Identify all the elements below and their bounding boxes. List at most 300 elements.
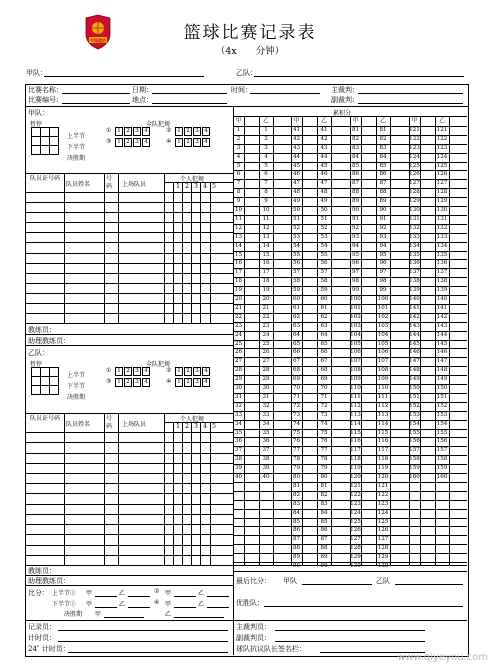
score-b-cell[interactable]: 60	[320, 296, 328, 302]
score-a-cell[interactable]: 141	[409, 304, 420, 311]
table-row[interactable]	[25, 442, 233, 443]
table-row[interactable]	[25, 283, 233, 284]
shot-clock-line[interactable]	[68, 652, 228, 653]
score-b-cell[interactable]: 56	[320, 260, 328, 267]
score-b-cell[interactable]: 124	[377, 509, 389, 516]
venue-line[interactable]	[152, 103, 227, 104]
chief-referee-line[interactable]	[275, 630, 425, 631]
score-a-cell[interactable]: 145	[409, 340, 420, 347]
score-b-cell[interactable]: 127	[436, 180, 448, 187]
score-a-cell[interactable]: 3	[236, 144, 241, 151]
score-b-cell[interactable]: 8	[264, 189, 268, 196]
score-b-cell[interactable]: 126	[436, 171, 448, 178]
score-b-cell[interactable]: 142	[436, 313, 448, 320]
score-a-cell[interactable]: 22	[234, 313, 243, 320]
table-row[interactable]	[25, 263, 233, 264]
score-b-cell[interactable]: 76	[320, 438, 328, 445]
score-a-cell[interactable]: 2	[236, 135, 241, 142]
score-a-cell[interactable]: 142	[409, 313, 420, 320]
score-a-cell[interactable]: 38	[234, 456, 243, 463]
score-a-line[interactable]	[174, 596, 196, 597]
score-b-cell[interactable]: 91	[379, 215, 387, 222]
score-a-cell[interactable]: 78	[292, 456, 301, 463]
score-a-cell[interactable]: 115	[350, 429, 361, 436]
score-a-cell[interactable]: 114	[350, 420, 361, 427]
score-a-cell[interactable]: 130	[409, 207, 420, 213]
score-a-cell[interactable]: 157	[409, 447, 420, 454]
table-row[interactable]	[25, 555, 233, 556]
score-b-cell[interactable]: 128	[377, 545, 389, 552]
score-b-cell[interactable]: 94	[379, 242, 387, 249]
score-a-cell[interactable]: 80	[292, 474, 301, 480]
score-b-cell[interactable]: 49	[320, 198, 328, 205]
score-b-cell[interactable]: 106	[377, 349, 389, 356]
score-a-cell[interactable]: 33	[234, 411, 243, 418]
team-b-line[interactable]	[254, 76, 464, 77]
score-b-cell[interactable]: 79	[320, 465, 328, 472]
score-b-cell[interactable]: 157	[436, 447, 448, 454]
score-a-cell[interactable]: 81	[351, 126, 360, 133]
score-a-cell[interactable]: 108	[350, 367, 361, 374]
score-a-cell[interactable]: 4	[236, 153, 241, 160]
score-b-cell[interactable]: 132	[436, 224, 448, 231]
score-a-cell[interactable]: 65	[292, 340, 301, 347]
score-a-cell[interactable]: 118	[350, 456, 361, 463]
score-b-cell[interactable]: 129	[377, 554, 389, 561]
score-a-cell[interactable]: 117	[350, 447, 361, 454]
score-a-cell[interactable]: 14	[234, 242, 243, 249]
team-foul-box[interactable]: 2	[124, 138, 132, 147]
score-a-cell[interactable]: 29	[234, 376, 243, 383]
score-a-cell[interactable]: 55	[292, 251, 301, 258]
score-b-cell[interactable]: 129	[436, 198, 448, 205]
score-a-cell[interactable]: 127	[409, 180, 420, 187]
score-b-cell[interactable]: 41	[320, 126, 328, 133]
score-b-cell[interactable]: 1	[264, 126, 268, 133]
score-b-cell[interactable]: 114	[377, 420, 389, 427]
table-row[interactable]	[25, 534, 233, 535]
score-a-cell[interactable]: 54	[292, 242, 301, 249]
score-a-cell[interactable]: 5	[236, 162, 241, 169]
final-b-line[interactable]	[395, 584, 463, 585]
score-a-cell[interactable]: 112	[350, 402, 361, 409]
score-b-cell[interactable]: 9	[264, 198, 268, 205]
score-b-cell[interactable]: 123	[377, 500, 389, 507]
score-a-cell[interactable]: 97	[351, 269, 360, 276]
score-a-cell[interactable]: 94	[351, 242, 360, 249]
score-a-cell[interactable]: 149	[409, 376, 420, 383]
score-a-cell[interactable]: 111	[350, 393, 361, 400]
score-b-cell[interactable]: 126	[377, 527, 389, 534]
score-a-cell[interactable]: 26	[234, 349, 243, 356]
score-a-cell[interactable]: 39	[234, 465, 243, 472]
score-a-cell[interactable]: 144	[409, 331, 420, 338]
score-b-cell[interactable]: 108	[377, 367, 389, 374]
score-a-cell[interactable]: 51	[292, 215, 301, 222]
score-b-cell[interactable]: 141	[436, 304, 448, 311]
score-a-cell[interactable]: 34	[234, 420, 243, 427]
score-a-cell[interactable]: 9	[236, 198, 241, 205]
score-b-cell[interactable]: 112	[377, 402, 389, 409]
score-b-cell[interactable]: 89	[379, 198, 387, 205]
score-a-cell[interactable]: 23	[234, 322, 243, 329]
score-a-cell[interactable]: 124	[409, 153, 420, 160]
score-b-cell[interactable]: 37	[262, 447, 270, 454]
score-b-cell[interactable]: 28	[262, 367, 270, 374]
score-a-cell[interactable]: 86	[292, 527, 301, 534]
score-a-cell[interactable]: 36	[234, 438, 243, 445]
score-a-cell[interactable]: 155	[409, 429, 420, 436]
score-b-cell[interactable]: 110	[377, 385, 389, 391]
score-b-cell[interactable]: 88	[379, 189, 387, 196]
score-b-cell[interactable]: 16	[262, 260, 270, 267]
score-b-cell[interactable]: 86	[379, 171, 387, 178]
score-b-line[interactable]	[128, 596, 150, 597]
team-foul-box[interactable]: 1	[115, 367, 123, 376]
score-b-cell[interactable]: 30	[262, 385, 270, 391]
score-b-cell[interactable]: 150	[436, 385, 448, 391]
score-a-cell[interactable]: 83	[292, 500, 301, 507]
score-a-cell[interactable]: 79	[292, 465, 301, 472]
team-a-coach-line[interactable]	[25, 334, 233, 335]
score-a-cell[interactable]: 17	[234, 269, 243, 276]
score-b-cell[interactable]: 5	[264, 162, 268, 169]
score-a-cell[interactable]: 27	[234, 358, 243, 365]
score-b-cell[interactable]: 136	[436, 260, 448, 267]
score-a-cell[interactable]: 156	[409, 438, 420, 445]
score-b-cell[interactable]: 26	[262, 349, 270, 356]
score-b-cell[interactable]: 52	[320, 224, 328, 231]
score-b-cell[interactable]: 93	[379, 233, 387, 240]
score-a-cell[interactable]: 123	[350, 500, 361, 507]
table-row[interactable]	[25, 453, 233, 454]
score-a-cell[interactable]: 60	[292, 296, 301, 302]
team-foul-box[interactable]: 4	[142, 138, 150, 147]
table-row[interactable]	[25, 303, 233, 304]
score-a-cell[interactable]: 130	[350, 563, 361, 569]
score-a-cell[interactable]: 82	[351, 135, 360, 142]
score-b-cell[interactable]: 125	[436, 162, 448, 169]
score-b-cell[interactable]: 95	[379, 251, 387, 258]
team-foul-box[interactable]: 2	[184, 138, 192, 147]
score-b-cell[interactable]: 156	[436, 438, 448, 445]
score-b-cell[interactable]: 18	[262, 278, 270, 285]
score-b-cell[interactable]: 77	[320, 447, 328, 454]
score-b-cell[interactable]: 128	[436, 189, 448, 196]
score-a-cell[interactable]: 49	[292, 198, 301, 205]
score-b-cell[interactable]: 131	[436, 215, 448, 222]
score-a-cell[interactable]: 85	[292, 518, 301, 525]
team-foul-box[interactable]: 4	[202, 127, 210, 136]
score-a-cell[interactable]: 132	[409, 224, 420, 231]
team-foul-box[interactable]: 4	[202, 138, 210, 147]
score-b-cell[interactable]: 4	[264, 153, 268, 160]
score-b-cell[interactable]: 103	[377, 322, 389, 329]
score-b-cell[interactable]: 117	[377, 447, 389, 454]
score-b-cell[interactable]: 50	[320, 207, 328, 213]
team-foul-box[interactable]: 1	[175, 138, 183, 147]
score-a-line[interactable]	[95, 596, 117, 597]
score-a-cell[interactable]: 110	[350, 385, 361, 391]
score-a-cell[interactable]: 76	[292, 438, 301, 445]
score-a-cell[interactable]: 122	[409, 135, 420, 142]
score-a-cell[interactable]: 63	[292, 322, 301, 329]
score-a-cell[interactable]: 41	[292, 126, 301, 133]
score-b-cell[interactable]: 12	[262, 224, 270, 231]
score-b-cell[interactable]: 147	[436, 358, 448, 365]
score-a-cell[interactable]: 44	[292, 153, 301, 160]
score-a-cell[interactable]: 127	[350, 536, 361, 543]
score-a-cell[interactable]: 109	[350, 376, 361, 383]
score-b-cell[interactable]: 105	[377, 340, 389, 347]
score-b-cell[interactable]: 13	[262, 233, 270, 240]
score-b-line[interactable]	[207, 607, 229, 608]
score-b-cell[interactable]: 83	[320, 500, 328, 507]
score-b-cell[interactable]: 14	[262, 242, 270, 249]
team-foul-box[interactable]: 1	[115, 138, 123, 147]
bottom-coach-line[interactable]	[25, 575, 233, 576]
table-row[interactable]	[25, 504, 233, 505]
score-b-cell[interactable]: 69	[320, 376, 328, 383]
team-foul-box[interactable]: 2	[184, 367, 192, 376]
umpire-line[interactable]	[358, 103, 463, 104]
score-a-cell[interactable]: 11	[234, 215, 243, 222]
score-a-cell[interactable]: 131	[409, 215, 420, 222]
score-b-cell[interactable]: 2	[264, 135, 268, 142]
score-a-cell[interactable]: 18	[234, 278, 243, 285]
table-row[interactable]	[25, 222, 233, 223]
score-a-cell[interactable]: 7	[236, 180, 241, 187]
score-a-cell[interactable]: 138	[409, 278, 420, 285]
team-foul-box[interactable]: 1	[115, 127, 123, 136]
team-foul-box[interactable]: 3	[193, 367, 201, 376]
score-a-cell[interactable]: 96	[351, 260, 360, 267]
score-b-cell[interactable]: 160	[436, 474, 448, 480]
date-line[interactable]	[152, 93, 227, 94]
score-b-cell[interactable]: 10	[262, 207, 270, 213]
score-a-cell[interactable]: 99	[351, 287, 360, 294]
score-a-cell[interactable]: 129	[350, 554, 361, 561]
score-a-cell[interactable]: 61	[292, 304, 301, 311]
score-b-line[interactable]	[174, 617, 224, 618]
score-b-cell[interactable]: 54	[320, 242, 328, 249]
score-b-cell[interactable]: 62	[320, 313, 328, 320]
score-b-cell[interactable]: 66	[320, 349, 328, 356]
score-a-cell[interactable]: 93	[351, 233, 360, 240]
time-line[interactable]	[250, 93, 320, 94]
score-b-cell[interactable]: 34	[262, 420, 270, 427]
score-b-cell[interactable]: 99	[379, 287, 387, 294]
score-b-cell[interactable]: 92	[379, 224, 387, 231]
final-a-line[interactable]	[302, 584, 372, 585]
score-b-cell[interactable]: 32	[262, 402, 270, 409]
score-b-cell[interactable]: 90	[379, 207, 387, 213]
score-a-cell[interactable]: 77	[292, 447, 301, 454]
score-a-cell[interactable]: 116	[350, 438, 361, 445]
table-row[interactable]	[25, 242, 233, 243]
bottom-asst-line[interactable]	[25, 585, 233, 586]
score-a-cell[interactable]: 64	[292, 331, 301, 338]
score-b-cell[interactable]: 71	[320, 393, 328, 400]
score-b-cell[interactable]: 40	[262, 474, 270, 480]
score-b-cell[interactable]: 75	[320, 429, 328, 436]
score-b-cell[interactable]: 57	[320, 269, 328, 276]
score-a-cell[interactable]: 106	[350, 349, 361, 356]
score-b-cell[interactable]: 100	[377, 296, 389, 302]
score-a-cell[interactable]: 43	[292, 144, 301, 151]
score-b-cell[interactable]: 46	[320, 171, 328, 178]
score-a-cell[interactable]: 20	[234, 296, 243, 302]
score-a-cell[interactable]: 40	[234, 474, 243, 480]
score-a-cell[interactable]: 56	[292, 260, 301, 267]
score-a-cell[interactable]: 35	[234, 429, 243, 436]
score-b-cell[interactable]: 72	[320, 402, 328, 409]
score-b-cell[interactable]: 116	[377, 438, 389, 445]
score-a-cell[interactable]: 107	[350, 358, 361, 365]
team-foul-box[interactable]: 3	[193, 127, 201, 136]
score-b-cell[interactable]: 159	[436, 465, 448, 472]
table-row[interactable]	[25, 514, 233, 515]
table-row[interactable]	[25, 463, 233, 464]
score-a-cell[interactable]: 81	[292, 482, 301, 489]
score-a-cell[interactable]: 31	[234, 393, 243, 400]
team-foul-box[interactable]: 4	[142, 378, 150, 387]
team-foul-box[interactable]: 2	[124, 127, 132, 136]
score-b-cell[interactable]: 137	[436, 269, 448, 276]
score-b-cell[interactable]: 31	[262, 393, 270, 400]
score-b-cell[interactable]: 85	[379, 162, 387, 169]
match-no-line[interactable]	[62, 103, 130, 104]
team-foul-box[interactable]: 3	[133, 127, 141, 136]
score-a-cell[interactable]: 122	[350, 491, 361, 498]
score-b-cell[interactable]: 89	[320, 554, 328, 561]
score-a-cell[interactable]: 62	[292, 313, 301, 320]
score-b-cell[interactable]: 42	[320, 135, 328, 142]
score-a-cell[interactable]: 137	[409, 269, 420, 276]
score-a-cell[interactable]: 153	[409, 411, 420, 418]
score-b-cell[interactable]: 48	[320, 189, 328, 196]
team-foul-box[interactable]: 4	[202, 367, 210, 376]
score-b-cell[interactable]: 98	[379, 278, 387, 285]
team-foul-box[interactable]: 3	[193, 138, 201, 147]
timeout-box[interactable]	[49, 145, 59, 155]
score-b-cell[interactable]: 64	[320, 331, 328, 338]
score-a-cell[interactable]: 28	[234, 367, 243, 374]
referee-line[interactable]	[358, 93, 463, 94]
score-b-cell[interactable]: 153	[436, 411, 448, 418]
score-b-cell[interactable]: 144	[436, 331, 448, 338]
team-foul-box[interactable]: 3	[133, 367, 141, 376]
umpire-sign-line[interactable]	[275, 641, 425, 642]
score-a-cell[interactable]: 66	[292, 349, 301, 356]
score-a-cell[interactable]: 150	[409, 385, 420, 391]
team-a-line[interactable]	[44, 76, 204, 77]
score-a-cell[interactable]: 128	[350, 545, 361, 552]
team-foul-box[interactable]: 3	[193, 378, 201, 387]
score-b-cell[interactable]: 135	[436, 251, 448, 258]
score-a-cell[interactable]: 133	[409, 233, 420, 240]
team-foul-box[interactable]: 3	[133, 138, 141, 147]
scorer-line[interactable]	[58, 630, 228, 631]
score-a-cell[interactable]: 100	[350, 296, 361, 302]
score-b-cell[interactable]: 109	[377, 376, 389, 383]
score-a-cell[interactable]: 70	[292, 385, 301, 391]
score-a-cell[interactable]: 126	[409, 171, 420, 178]
score-b-line[interactable]	[128, 607, 150, 608]
score-a-cell[interactable]: 57	[292, 269, 301, 276]
score-a-cell[interactable]: 121	[409, 126, 420, 133]
score-a-cell[interactable]: 102	[350, 313, 361, 320]
score-a-cell[interactable]: 160	[409, 474, 420, 480]
score-a-cell[interactable]: 59	[292, 287, 301, 294]
score-b-cell[interactable]: 87	[320, 536, 328, 543]
score-a-cell[interactable]: 124	[350, 509, 361, 516]
match-name-line[interactable]	[62, 93, 130, 94]
score-b-cell[interactable]: 138	[436, 278, 448, 285]
score-a-line[interactable]	[95, 607, 117, 608]
score-a-cell[interactable]: 10	[234, 207, 243, 213]
score-b-cell[interactable]: 81	[379, 126, 387, 133]
score-b-cell[interactable]: 88	[320, 545, 328, 552]
score-b-cell[interactable]: 96	[379, 260, 387, 267]
score-b-cell[interactable]: 125	[377, 518, 389, 525]
score-b-cell[interactable]: 87	[379, 180, 387, 187]
score-a-cell[interactable]: 87	[351, 180, 360, 187]
score-a-cell[interactable]: 42	[292, 135, 301, 142]
score-a-cell[interactable]: 151	[409, 393, 420, 400]
score-b-cell[interactable]: 6	[264, 171, 268, 178]
score-b-cell[interactable]: 134	[436, 242, 448, 249]
score-a-cell[interactable]: 135	[409, 251, 420, 258]
score-b-cell[interactable]: 84	[379, 153, 387, 160]
score-a-cell[interactable]: 47	[292, 180, 301, 187]
score-b-cell[interactable]: 145	[436, 340, 448, 347]
score-b-cell[interactable]: 36	[262, 438, 270, 445]
team-foul-box[interactable]: 4	[202, 378, 210, 387]
table-row[interactable]	[25, 202, 233, 203]
score-a-cell[interactable]: 84	[292, 509, 301, 516]
score-b-cell[interactable]: 84	[320, 509, 328, 516]
score-a-cell[interactable]: 67	[292, 358, 301, 365]
score-b-cell[interactable]: 27	[262, 358, 270, 365]
score-a-cell[interactable]: 146	[409, 349, 420, 356]
table-row[interactable]	[25, 545, 233, 546]
score-a-cell[interactable]: 89	[351, 198, 360, 205]
score-a-cell[interactable]: 12	[234, 224, 243, 231]
table-row[interactable]	[25, 273, 233, 274]
score-b-cell[interactable]: 115	[377, 429, 389, 436]
score-a-cell[interactable]: 45	[292, 162, 301, 169]
score-a-cell[interactable]: 148	[409, 367, 420, 374]
score-b-cell[interactable]: 113	[377, 411, 389, 418]
score-b-cell[interactable]: 15	[262, 251, 270, 258]
score-a-cell[interactable]: 140	[409, 296, 420, 302]
score-b-cell[interactable]: 155	[436, 429, 448, 436]
score-a-cell[interactable]: 86	[351, 171, 360, 178]
score-a-cell[interactable]: 121	[350, 482, 361, 489]
score-b-cell[interactable]: 146	[436, 349, 448, 356]
score-a-cell[interactable]: 19	[234, 287, 243, 294]
score-b-cell[interactable]: 81	[320, 482, 328, 489]
score-a-cell[interactable]: 158	[409, 456, 420, 463]
team-foul-box[interactable]: 4	[142, 127, 150, 136]
score-b-cell[interactable]: 59	[320, 287, 328, 294]
score-b-cell[interactable]: 122	[436, 135, 448, 142]
score-a-cell[interactable]: 8	[236, 189, 241, 196]
table-row[interactable]	[25, 293, 233, 294]
score-b-cell[interactable]: 158	[436, 456, 448, 463]
score-b-cell[interactable]: 118	[377, 456, 389, 463]
